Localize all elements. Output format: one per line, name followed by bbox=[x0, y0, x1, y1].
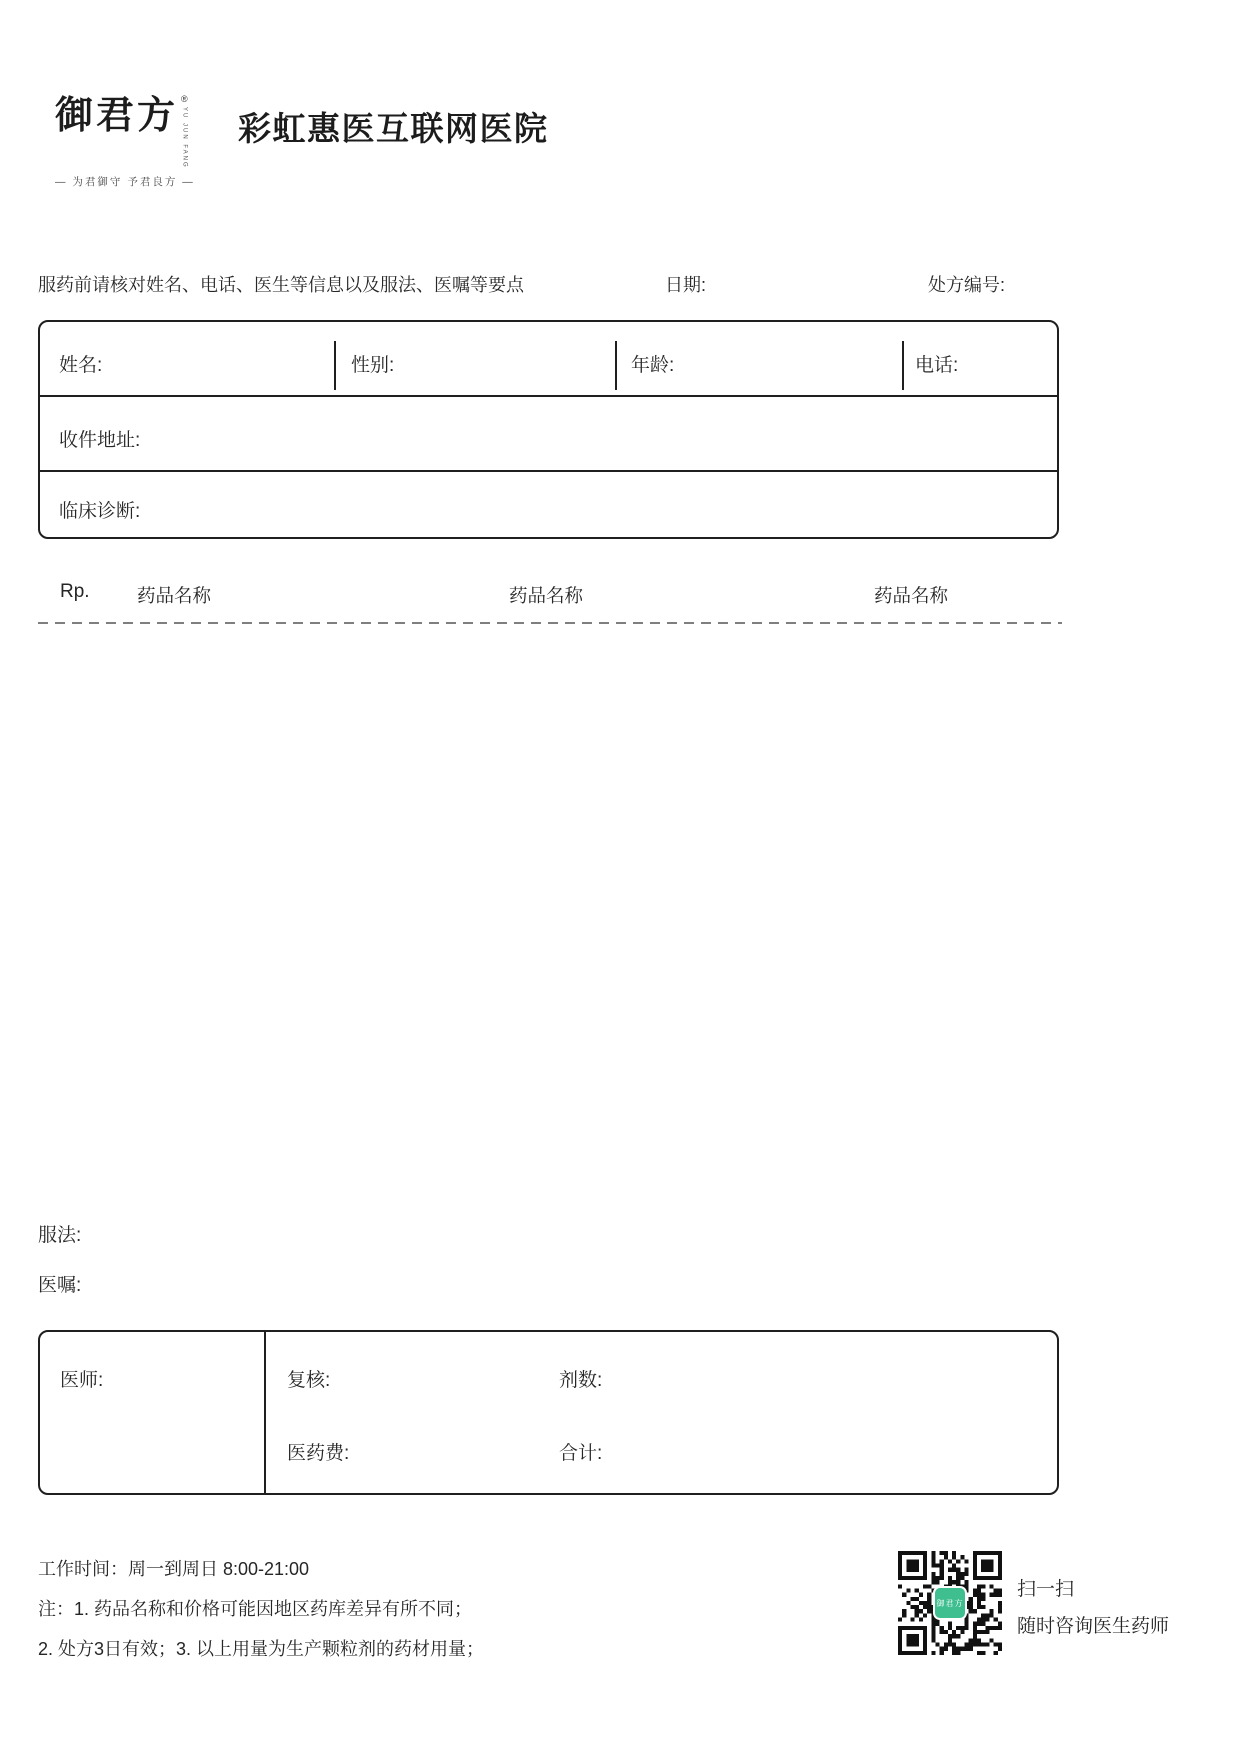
patient-row-diagnosis bbox=[40, 472, 1057, 539]
brand-logo bbox=[55, 95, 195, 189]
rp-label: Rp. bbox=[60, 581, 90, 602]
hospital-title: 彩虹惠医互联网医院 bbox=[238, 110, 549, 147]
qr-code bbox=[898, 1551, 1002, 1655]
usage-method-label: 服法: bbox=[38, 1225, 82, 1246]
drug-name-column-header: 药品名称 bbox=[137, 585, 212, 606]
age-label: 年龄: bbox=[631, 355, 675, 376]
drug-name-column-header: 药品名称 bbox=[509, 585, 584, 606]
doses-label: 剂数: bbox=[559, 1370, 603, 1391]
note-line-1: 注：1. 药品名称和价格可能因地区药库差异有所不同； bbox=[38, 1599, 473, 1619]
registered-trademark-icon: ® bbox=[181, 94, 188, 104]
drug-name-column-header: 药品名称 bbox=[874, 585, 949, 606]
brand-name: 御君方 bbox=[55, 95, 179, 137]
patient-row-address bbox=[40, 397, 1057, 472]
total-label: 合计: bbox=[559, 1443, 603, 1464]
phone-label: 电话: bbox=[915, 355, 959, 376]
brand-pinyin: YU JUN FANG bbox=[181, 107, 188, 169]
scan-caption: 扫一扫 bbox=[1017, 1579, 1075, 1600]
doctor-label: 医师: bbox=[60, 1370, 104, 1391]
brand-side-marks bbox=[181, 95, 188, 169]
medical-fee-label: 医药费: bbox=[287, 1443, 350, 1464]
divider bbox=[902, 341, 904, 390]
diagnosis-label: 临床诊断: bbox=[59, 501, 141, 522]
working-hours: 工作时间：周一到周日 8:00-21:00 bbox=[38, 1559, 310, 1579]
review-label: 复核: bbox=[287, 1370, 331, 1391]
doctor-advice-label: 医嘱: bbox=[38, 1275, 82, 1296]
brand-name-row bbox=[55, 95, 195, 169]
divider bbox=[615, 341, 617, 390]
divider bbox=[334, 341, 336, 390]
signoff-box bbox=[38, 1330, 1059, 1495]
patient-row-basic bbox=[40, 322, 1057, 397]
name-label: 姓名: bbox=[59, 355, 103, 376]
qr-center-logo bbox=[933, 1586, 967, 1620]
patient-info-box bbox=[38, 320, 1059, 539]
divider bbox=[264, 1332, 266, 1493]
brand-slogan: — 为君御守 予君良方 — bbox=[55, 175, 195, 188]
note-line-2: 2. 处方3日有效；3. 以上用量为生产颗粒剂的药材用量； bbox=[38, 1639, 485, 1659]
address-label: 收件地址: bbox=[59, 430, 141, 451]
prescription-number-label: 处方编号: bbox=[928, 275, 1006, 295]
gender-label: 性别: bbox=[351, 355, 395, 376]
date-label: 日期: bbox=[665, 275, 707, 295]
medication-check-reminder: 服药前请核对姓名、电话、医生等信息以及服法、医嘱等要点 bbox=[38, 275, 524, 295]
consult-caption: 随时咨询医生药师 bbox=[1017, 1616, 1170, 1637]
qr-logo-text: 御君方 bbox=[936, 1598, 964, 1608]
dashed-divider bbox=[38, 622, 1062, 624]
